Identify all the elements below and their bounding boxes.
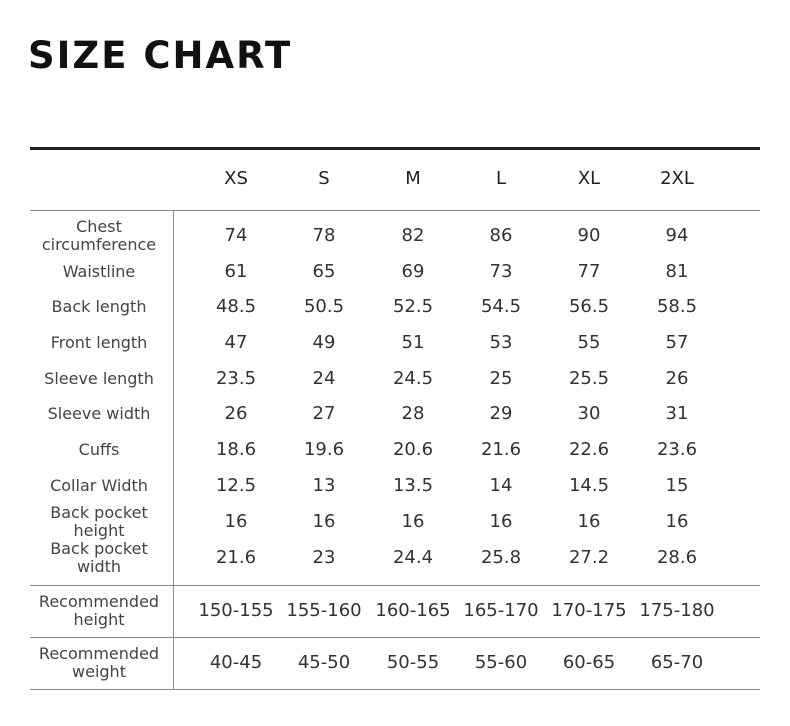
table-cell: 55 (577, 332, 601, 353)
table-cell: 57 (665, 332, 689, 353)
table-cell: 51 (401, 332, 425, 353)
table-cell: 90 (577, 225, 601, 246)
row-label-recommended-weight: Recommended weight (38, 644, 160, 681)
table-cell: 175-180 (639, 600, 715, 621)
table-cell: 29 (489, 403, 513, 424)
table-cell: 13 (312, 475, 336, 496)
table-cell: 31 (665, 403, 689, 424)
table-cell: 45-50 (297, 652, 351, 673)
table-cell: 21.6 (215, 547, 257, 568)
measurements-divider (30, 585, 760, 586)
table-cell: 65-70 (650, 652, 704, 673)
size-header-m: M (405, 168, 421, 189)
table-cell: 20.6 (392, 439, 434, 460)
table-cell: 23.5 (215, 368, 257, 389)
table-cell: 25 (489, 368, 513, 389)
table-cell: 24.4 (392, 547, 434, 568)
table-cell: 22.6 (568, 439, 610, 460)
table-cell: 16 (312, 511, 336, 532)
table-cell: 155-160 (286, 600, 362, 621)
label-column-divider (173, 210, 174, 690)
table-cell: 73 (489, 261, 513, 282)
table-cell: 160-165 (375, 600, 451, 621)
table-cell: 16 (665, 511, 689, 532)
row-label: Sleeve width (47, 404, 151, 423)
table-cell: 12.5 (215, 475, 257, 496)
table-cell: 77 (577, 261, 601, 282)
table-cell: 82 (401, 225, 425, 246)
table-cell: 40-45 (209, 652, 263, 673)
size-header-xl: XL (577, 168, 601, 189)
table-top-rule (30, 147, 760, 150)
table-cell: 50-55 (386, 652, 440, 673)
table-bottom-rule (30, 689, 760, 690)
table-cell: 47 (224, 332, 248, 353)
table-cell: 81 (665, 261, 689, 282)
size-header-l: L (495, 168, 507, 189)
table-cell: 50.5 (303, 296, 345, 317)
table-cell: 14 (489, 475, 513, 496)
table-cell: 69 (401, 261, 425, 282)
table-cell: 56.5 (568, 296, 610, 317)
table-cell: 54.5 (480, 296, 522, 317)
table-cell: 28 (401, 403, 425, 424)
table-cell: 23.6 (656, 439, 698, 460)
header-divider (30, 210, 760, 211)
size-header-xs: XS (224, 168, 248, 189)
row-label: Sleeve length (44, 369, 154, 388)
table-cell: 60-65 (562, 652, 616, 673)
table-cell: 53 (489, 332, 513, 353)
table-cell: 30 (577, 403, 601, 424)
table-cell: 150-155 (198, 600, 274, 621)
table-cell: 15 (665, 475, 689, 496)
page-title: SIZE CHART (28, 34, 293, 77)
table-cell: 170-175 (551, 600, 627, 621)
row-label: Back pocket height (50, 503, 148, 540)
row-label: Waistline (62, 262, 136, 281)
table-cell: 61 (224, 261, 248, 282)
table-cell: 16 (224, 511, 248, 532)
row-label-recommended-height: Recommended height (38, 592, 160, 629)
table-cell: 165-170 (463, 600, 539, 621)
table-cell: 14.5 (568, 475, 610, 496)
table-cell: 27 (312, 403, 336, 424)
table-cell: 55-60 (474, 652, 528, 673)
table-cell: 86 (489, 225, 513, 246)
row-label: Cuffs (78, 440, 120, 459)
table-cell: 26 (665, 368, 689, 389)
table-cell: 19.6 (303, 439, 345, 460)
table-cell: 16 (489, 511, 513, 532)
row-label: Front length (50, 333, 148, 352)
table-cell: 25.8 (480, 547, 522, 568)
table-cell: 13.5 (392, 475, 434, 496)
table-cell: 74 (224, 225, 248, 246)
table-cell: 49 (312, 332, 336, 353)
row-label: Collar Width (50, 476, 148, 495)
row-label: Back pocket width (50, 539, 148, 576)
row-label: Chest circumference (41, 217, 157, 254)
size-header-s: S (318, 168, 330, 189)
table-cell: 24.5 (392, 368, 434, 389)
table-cell: 48.5 (215, 296, 257, 317)
table-cell: 24 (312, 368, 336, 389)
table-cell: 58.5 (656, 296, 698, 317)
table-cell: 16 (577, 511, 601, 532)
table-cell: 16 (401, 511, 425, 532)
table-cell: 78 (312, 225, 336, 246)
table-cell: 18.6 (215, 439, 257, 460)
table-cell: 52.5 (392, 296, 434, 317)
table-cell: 21.6 (480, 439, 522, 460)
table-cell: 26 (224, 403, 248, 424)
table-cell: 65 (312, 261, 336, 282)
table-cell: 94 (665, 225, 689, 246)
table-cell: 25.5 (568, 368, 610, 389)
table-cell: 23 (312, 547, 336, 568)
table-cell: 28.6 (656, 547, 698, 568)
table-cell: 27.2 (568, 547, 610, 568)
height-divider (30, 637, 760, 638)
row-label: Back length (51, 297, 147, 316)
size-header-2xl: 2XL (660, 168, 694, 189)
